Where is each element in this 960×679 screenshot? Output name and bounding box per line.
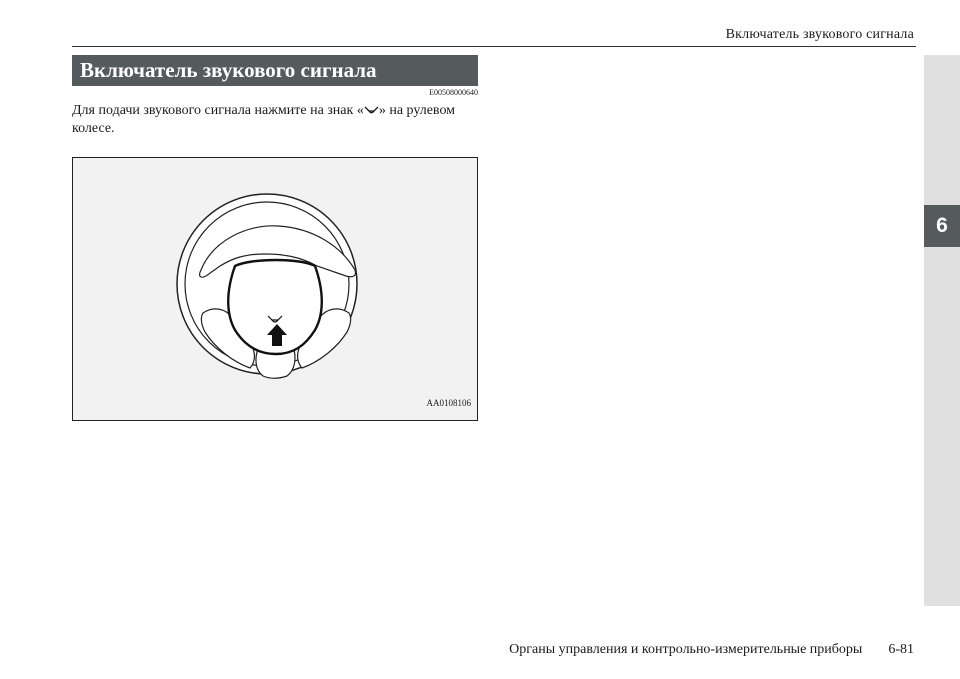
body-text-end: » на рулевом колесе. bbox=[72, 103, 456, 136]
horn-icon bbox=[364, 105, 379, 115]
chapter-tab-strip bbox=[924, 55, 960, 606]
footer-chapter-title: Органы управления и контрольно-измерительные приборы bbox=[509, 642, 863, 657]
chapter-tab[interactable]: 6 bbox=[924, 205, 960, 247]
figure-code: AA0108106 bbox=[426, 398, 471, 408]
steering-wheel-illustration bbox=[73, 158, 477, 420]
page-number: 6-81 bbox=[888, 642, 914, 657]
running-header: Включатель звукового сигнала bbox=[725, 27, 914, 42]
section-code: E00508000640 bbox=[429, 88, 478, 97]
body-text-start: Для подачи звукового сигнала нажмите на знак « bbox=[72, 103, 364, 118]
body-paragraph bbox=[72, 102, 472, 138]
header-rule bbox=[72, 46, 916, 47]
steering-wheel-figure bbox=[72, 157, 478, 421]
running-footer bbox=[509, 642, 914, 658]
section-title: Включатель звукового сигнала bbox=[72, 55, 478, 86]
